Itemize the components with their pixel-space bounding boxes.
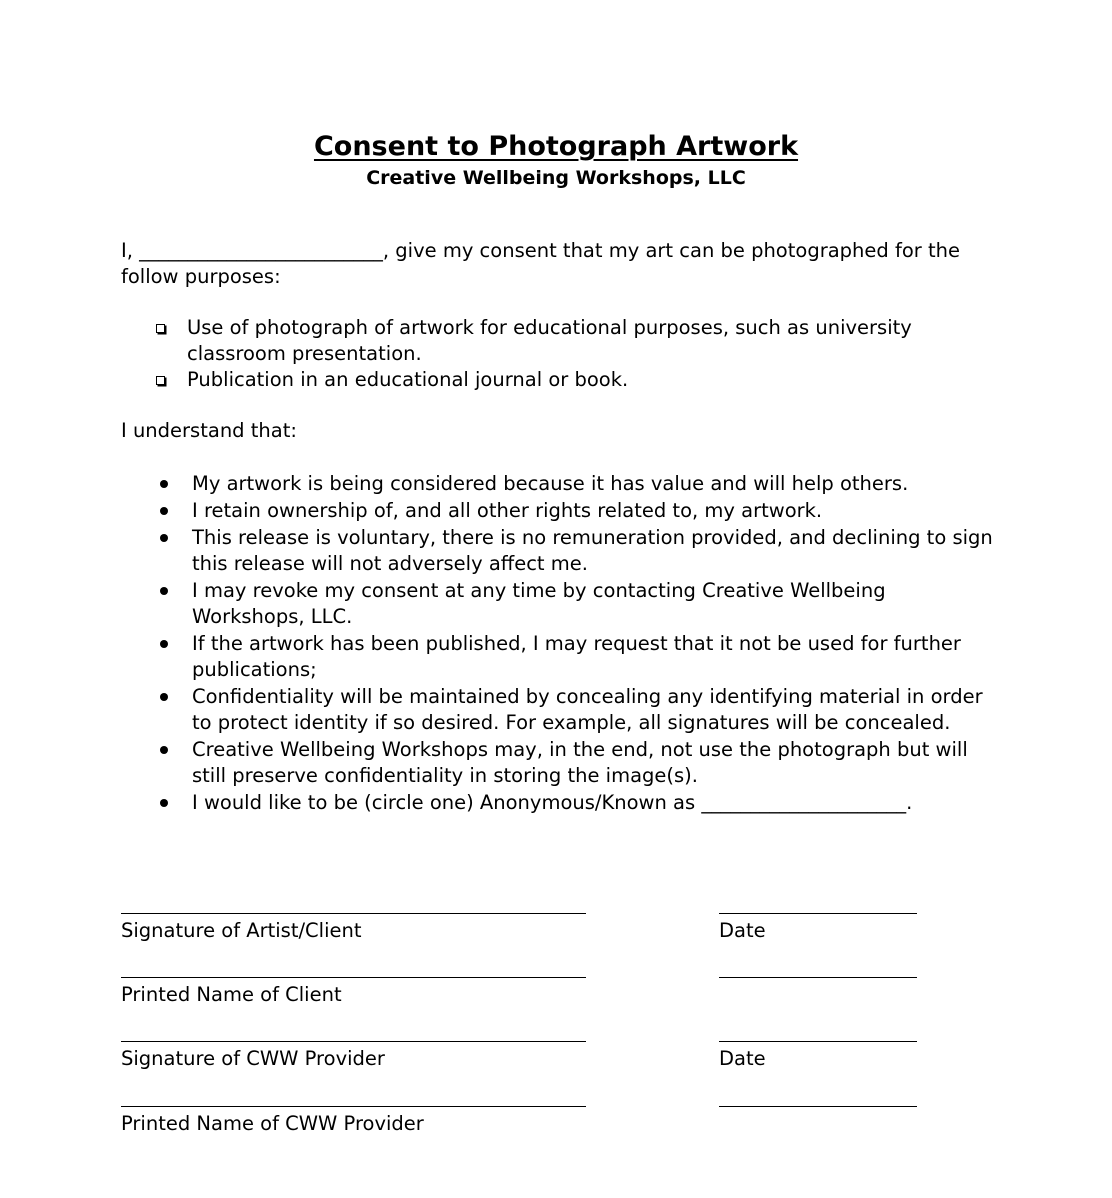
artist-date-label: Date — [719, 919, 766, 942]
document-title: Consent to Photograph Artwork — [313, 131, 799, 162]
bullet-icon — [160, 507, 168, 515]
provider-printed-name-line[interactable] — [121, 1106, 586, 1107]
client-printed-name-line[interactable] — [121, 977, 586, 978]
list-item-text: My artwork is being considered because it has value and will help others. — [192, 472, 909, 495]
bullet-icon — [160, 534, 168, 542]
bullet-icon — [160, 480, 168, 488]
purpose-item — [121, 315, 927, 367]
list-item-text: Creative Wellbeing Workshops may, in the end, not use the photograph but will still preserve confidentiality in storing the image(s). — [192, 738, 968, 787]
list-item-text: I may revoke my consent at any time by contacting Creative Wellbeing Workshops, LLC. — [192, 579, 886, 628]
bullet-icon — [160, 799, 168, 807]
provider-extra-line[interactable] — [719, 1106, 917, 1107]
purpose-item — [121, 367, 927, 393]
list-item-text: I retain ownership of, and all other rights related to, my artwork. — [192, 499, 823, 522]
provider-date-label: Date — [719, 1047, 766, 1070]
understandings-list — [121, 471, 1001, 817]
checkbox-icon[interactable] — [156, 324, 165, 333]
consent-intro: I, _________________________, give my consent that my art can be photographed for the follow purposes: — [121, 239, 960, 288]
document-subtitle: Creative Wellbeing Workshops, LLC — [366, 167, 746, 189]
purpose-text: Publication in an educational journal or book. — [187, 368, 629, 391]
bullet-icon — [160, 587, 168, 595]
client-extra-line[interactable] — [719, 977, 917, 978]
purposes-list — [121, 315, 1001, 393]
artist-signature-label: Signature of Artist/Client — [121, 919, 362, 942]
provider-printed-name-label: Printed Name of CWW Provider — [121, 1112, 424, 1135]
artist-signature-line[interactable] — [121, 913, 586, 914]
purpose-text: Use of photograph of artwork for educational purposes, such as university classroom presentation. — [187, 316, 912, 365]
artist-date-line[interactable] — [719, 913, 917, 914]
list-item — [121, 578, 997, 630]
client-printed-name-label: Printed Name of Client — [121, 983, 342, 1006]
list-item-text: I would like to be (circle one) Anonymous/Known as _____________________. — [192, 791, 913, 814]
list-item — [121, 498, 997, 524]
provider-date-line[interactable] — [719, 1041, 917, 1042]
list-item — [121, 790, 997, 816]
list-item — [121, 684, 997, 736]
checkbox-icon[interactable] — [156, 376, 165, 385]
provider-signature-line[interactable] — [121, 1041, 586, 1042]
list-item-text: Confidentiality will be maintained by concealing any identifying material in order to protect identity if so desired. For example, all signatures will be concealed. — [192, 685, 983, 734]
bullet-icon — [160, 746, 168, 754]
understand-heading: I understand that: — [121, 419, 297, 442]
list-item — [121, 525, 997, 577]
list-item — [121, 631, 997, 683]
list-item — [121, 737, 997, 789]
list-item-text: If the artwork has been published, I may request that it not be used for further publications; — [192, 632, 961, 681]
provider-signature-label: Signature of CWW Provider — [121, 1047, 385, 1070]
list-item — [121, 471, 997, 497]
bullet-icon — [160, 693, 168, 701]
bullet-icon — [160, 640, 168, 648]
list-item-text: This release is voluntary, there is no remuneration provided, and declining to sign this release will not adversely affect me. — [192, 526, 993, 575]
